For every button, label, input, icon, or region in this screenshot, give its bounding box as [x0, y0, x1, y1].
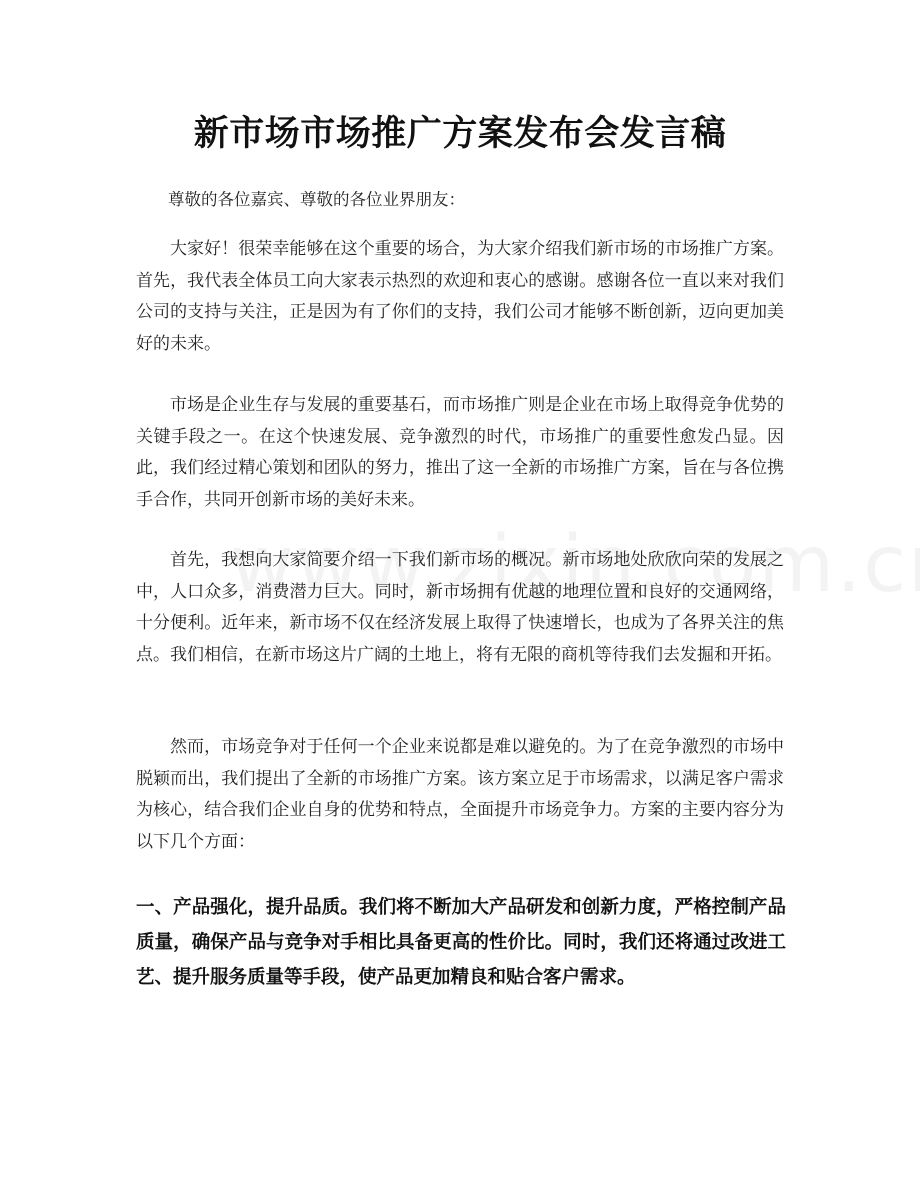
paragraph-market-overview: 首先，我想向大家简要介绍一下我们新市场的概况。新市场地处欣欣向荣的发展之中，人口众多，消费潜力巨大。同时，新市场拥有优越的地理位置和良好的交通网络，十分便利。近年来，新市场不仅在经济发展上取得了快速增长，也成为了各界关注的焦点。我们相信，在新市场这片广阔的土地上，将有无限的商机等待我们去发掘和开拓。: [136, 550, 784, 665]
document-title: 新市场市场推广方案发布会发言稿: [193, 114, 727, 154]
salutation: 尊敬的各位嘉宾、尊敬的各位业界朋友：: [168, 190, 465, 209]
paragraph-competition: 然而，市场竞争对于任何一个企业来说都是难以避免的。为了在竞争激烈的市场中脱颖而出，我们提出了全新的市场推广方案。该方案立足于市场需求，以满足客户需求为核心，结合我们企业自身的优势和特点，全面提升市场竞争力。方案的主要内容分为以下几个方面：: [136, 737, 784, 852]
paragraph-market-importance: 市场是企业生存与发展的重要基石，而市场推广则是企业在市场上取得竞争优势的关键手段之一。在这个快速发展、竞争激烈的时代，市场推广的重要性愈发凸显。因此，我们经过精心策划和团队的努力，推出了这一全新的市场推广方案，旨在与各位携手合作，共同开创新市场的美好未来。: [136, 395, 784, 510]
section-one-product: 一、产品强化，提升品质。我们将不断加大产品研发和创新力度，严格控制产品质量，确保产品与竞争对手相比具备更高的性价比。同时，我们还将通过改进工艺、提升服务质量等手段，使产品更加精良和贴合客户需求。: [136, 897, 786, 988]
paragraph-intro: 大家好！很荣幸能够在这个重要的场合，为大家介绍我们新市场的市场推广方案。首先，我代表全体员工向大家表示热烈的欢迎和衷心的感谢。感谢各位一直以来对我们公司的支持与关注，正是因为有了你们的支持，我们公司才能够不断创新，迈向更加美好的未来。: [136, 239, 784, 354]
